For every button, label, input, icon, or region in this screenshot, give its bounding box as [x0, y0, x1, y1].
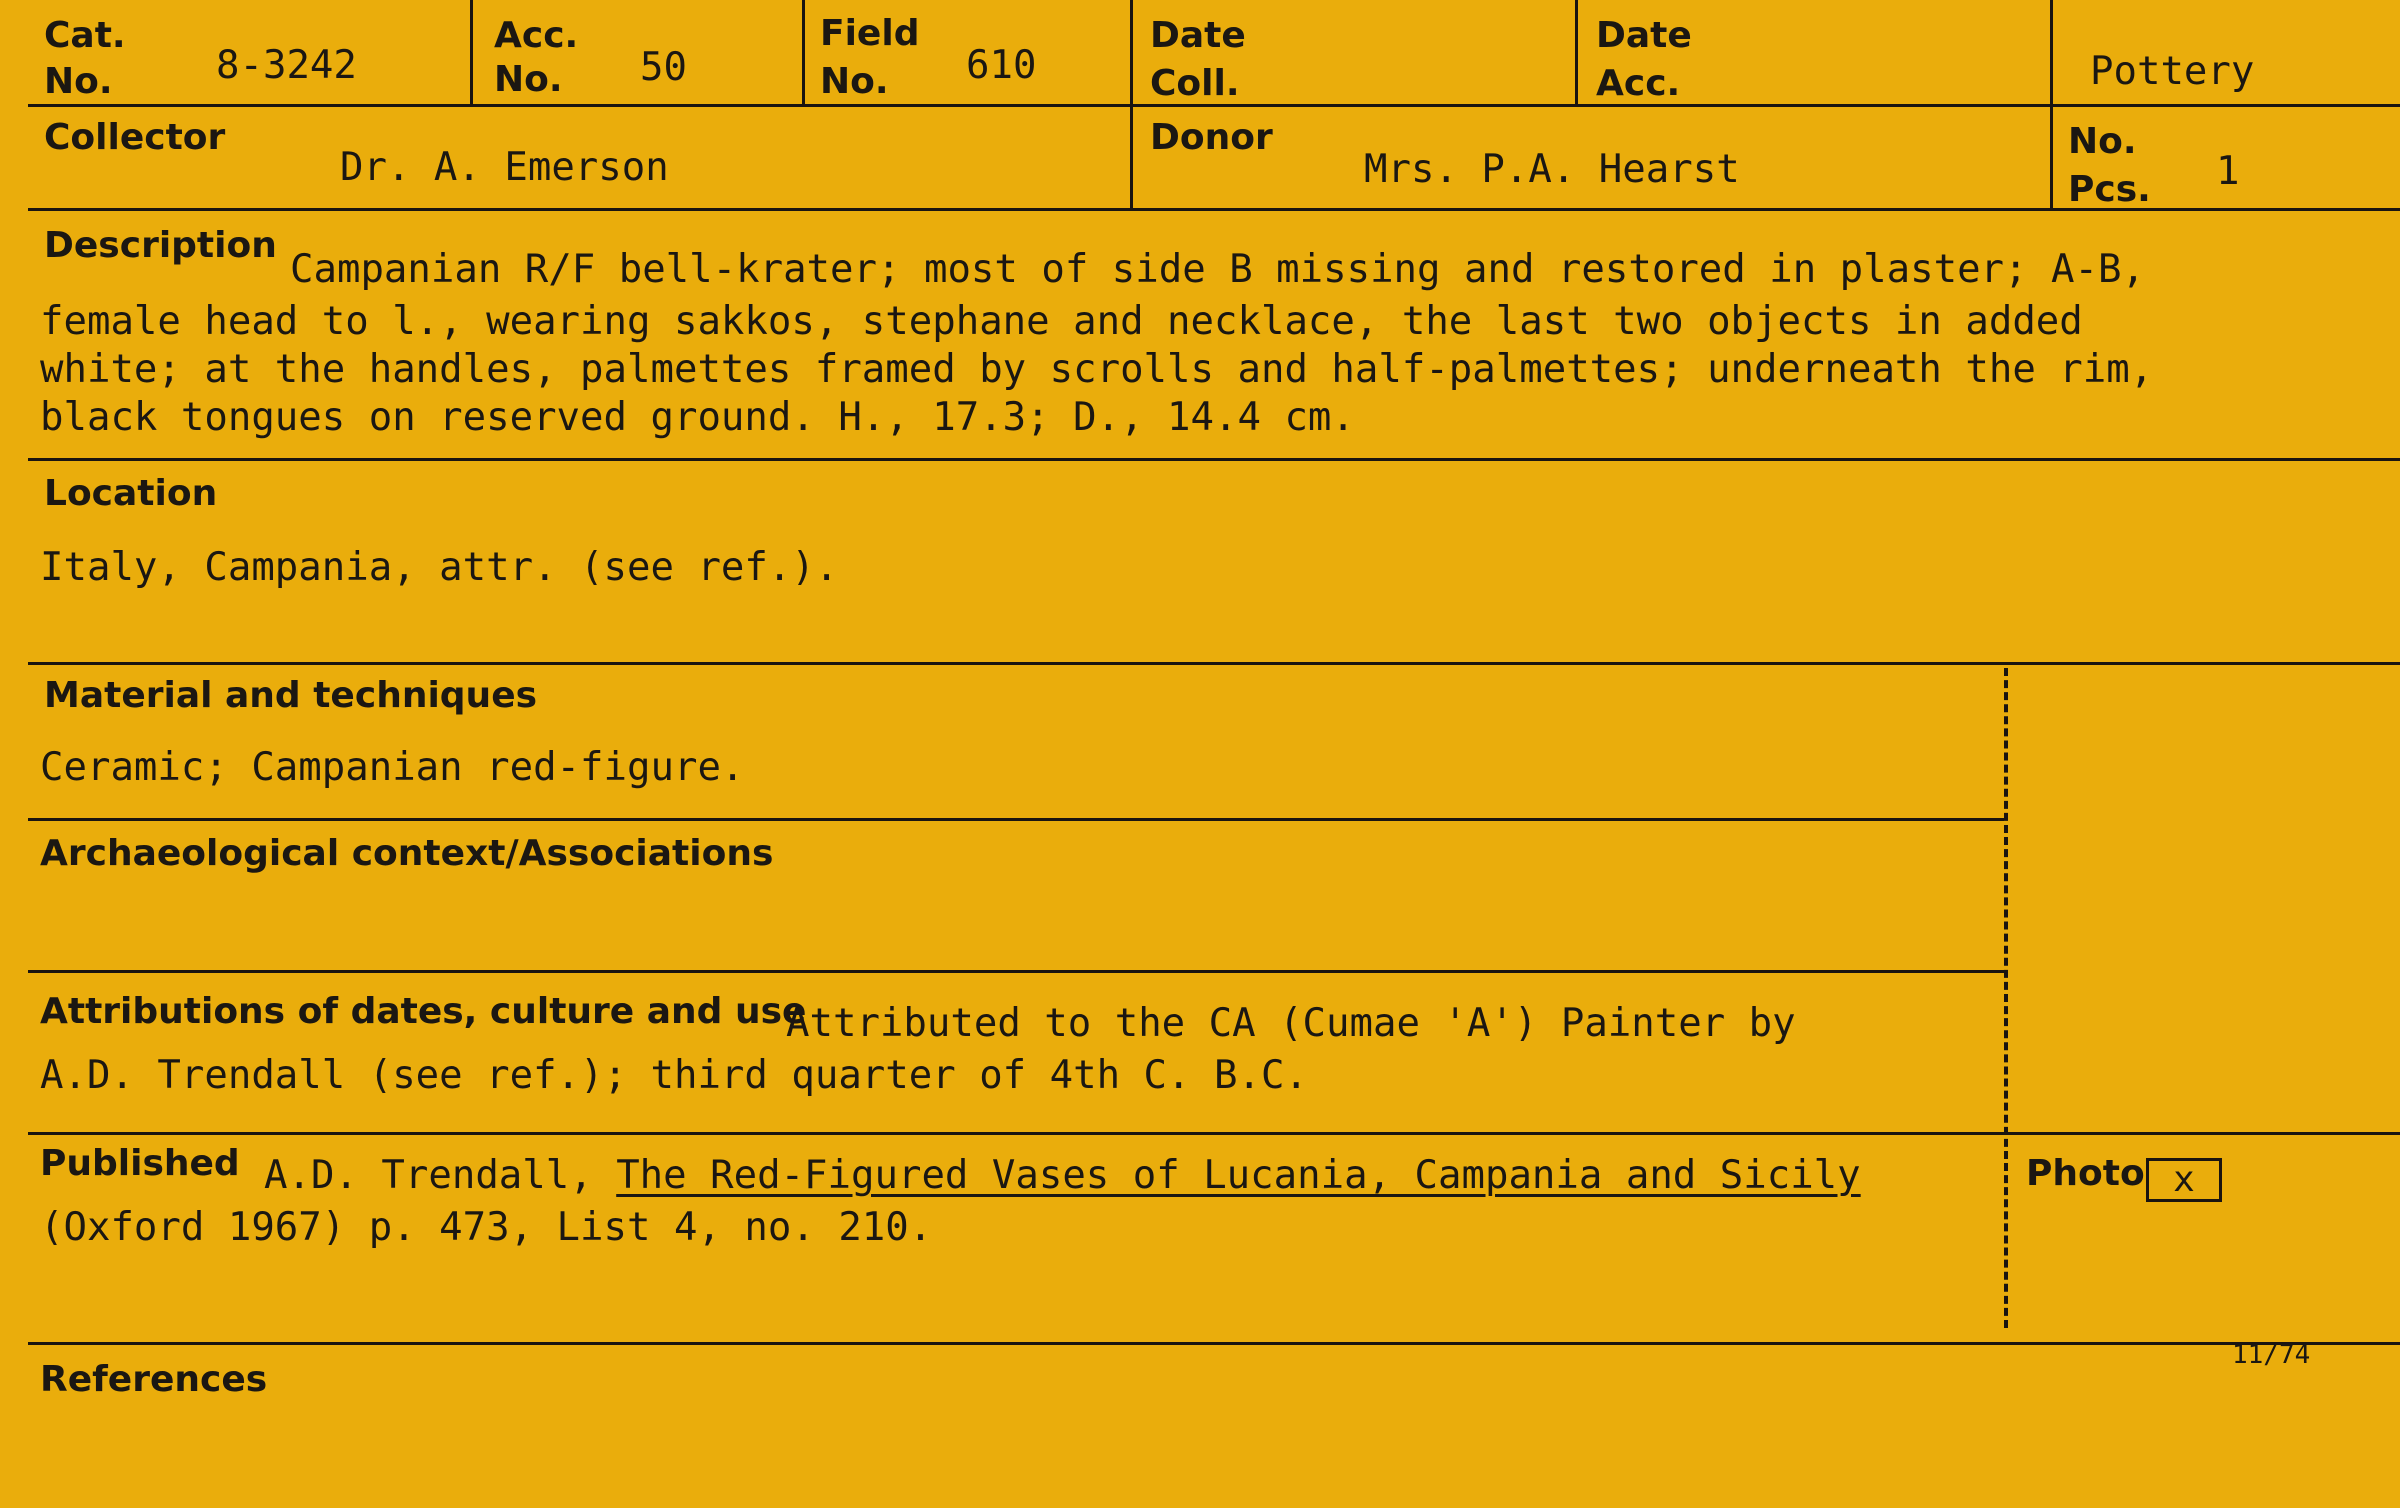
field-label-2: No. [820, 61, 889, 102]
acc-label-1: Acc. [494, 15, 579, 56]
material-value: Ceramic; Campanian red-figure. [40, 745, 745, 790]
rule-header-bottom [28, 104, 2400, 107]
field-label-1: Field [820, 13, 920, 54]
context-label: Archaeological context/Associations [40, 833, 774, 874]
divider-dateacc-pottery [2050, 0, 2053, 210]
description-label: Description [44, 225, 277, 266]
description-line-3: white; at the handles, palmettes framed by scrolls and half-palmettes; underneath the rim, [40, 347, 2154, 392]
material-label: Material and techniques [44, 675, 538, 716]
rule-description-bottom [28, 458, 2400, 461]
divider-photo-column [2004, 668, 2008, 1328]
rule-attributions-bottom [28, 1132, 2400, 1135]
rule-published-bottom [28, 1342, 2400, 1345]
attributions-label: Attributions of dates, culture and use [40, 991, 807, 1032]
pcs-value: 1 [2216, 149, 2240, 194]
divider-cat-acc [470, 0, 473, 106]
pcs-label: Pcs. [2068, 169, 2151, 210]
form-code: 11/74 [2232, 1340, 2311, 1370]
published-line-2: (Oxford 1967) p. 473, List 4, no. 210. [40, 1205, 933, 1250]
location-label: Location [44, 473, 218, 514]
rule-material-bottom [28, 818, 2004, 821]
acc-number: 50 [640, 45, 687, 90]
donor-value: Mrs. P.A. Hearst [1364, 147, 1740, 192]
divider-acc-field [802, 0, 805, 106]
divider-datecoll-dateacc [1575, 0, 1578, 106]
date-acc-label-1: Date [1596, 15, 1692, 56]
collector-label: Collector [44, 117, 226, 158]
field-number: 610 [966, 43, 1037, 88]
divider-field-datecoll [1130, 0, 1133, 210]
attributions-line-2: A.D. Trendall (see ref.); third quarter of 4th C. B.C. [40, 1053, 1308, 1098]
cat-label-2: No. [44, 61, 113, 102]
references-label: References [40, 1359, 268, 1400]
rule-context-bottom [28, 970, 2004, 973]
published-label: Published [40, 1143, 240, 1184]
collector-value: Dr. A. Emerson [340, 145, 669, 190]
category-value: Pottery [2090, 49, 2255, 94]
published-author: A.D. Trendall, [264, 1153, 617, 1198]
date-coll-label-1: Date [1150, 15, 1246, 56]
donor-label: Donor [1150, 117, 1273, 158]
description-line-2: female head to l., wearing sakkos, stephane and necklace, the last two objects in added [40, 299, 2083, 344]
no-label: No. [2068, 121, 2137, 162]
attributions-line-1: Attributed to the CA (Cumae 'A') Painter by [786, 1001, 1796, 1046]
cat-label-1: Cat. [44, 15, 126, 56]
photo-checkbox [2146, 1158, 2222, 1202]
rule-location-bottom [28, 662, 2400, 665]
date-acc-label-2: Acc. [1596, 63, 1681, 104]
photo-label: Photo [2026, 1153, 2145, 1194]
description-line-4: black tongues on reserved ground. H., 17.3; D., 14.4 cm. [40, 395, 1355, 440]
location-value: Italy, Campania, attr. (see ref.). [40, 545, 839, 590]
photo-check-mark: x [2173, 1159, 2195, 1200]
published-line-1 [264, 1153, 1861, 1198]
cat-number: 8-3242 [216, 43, 357, 88]
rule-row2-bottom [28, 208, 2400, 211]
date-coll-label-2: Coll. [1150, 63, 1240, 104]
published-title: The Red-Figured Vases of Lucania, Campania and Sicily [616, 1153, 1861, 1198]
description-line-1: Campanian R/F bell-krater; most of side B missing and restored in plaster; A-B, [290, 247, 2145, 292]
acc-label-2: No. [494, 59, 563, 100]
